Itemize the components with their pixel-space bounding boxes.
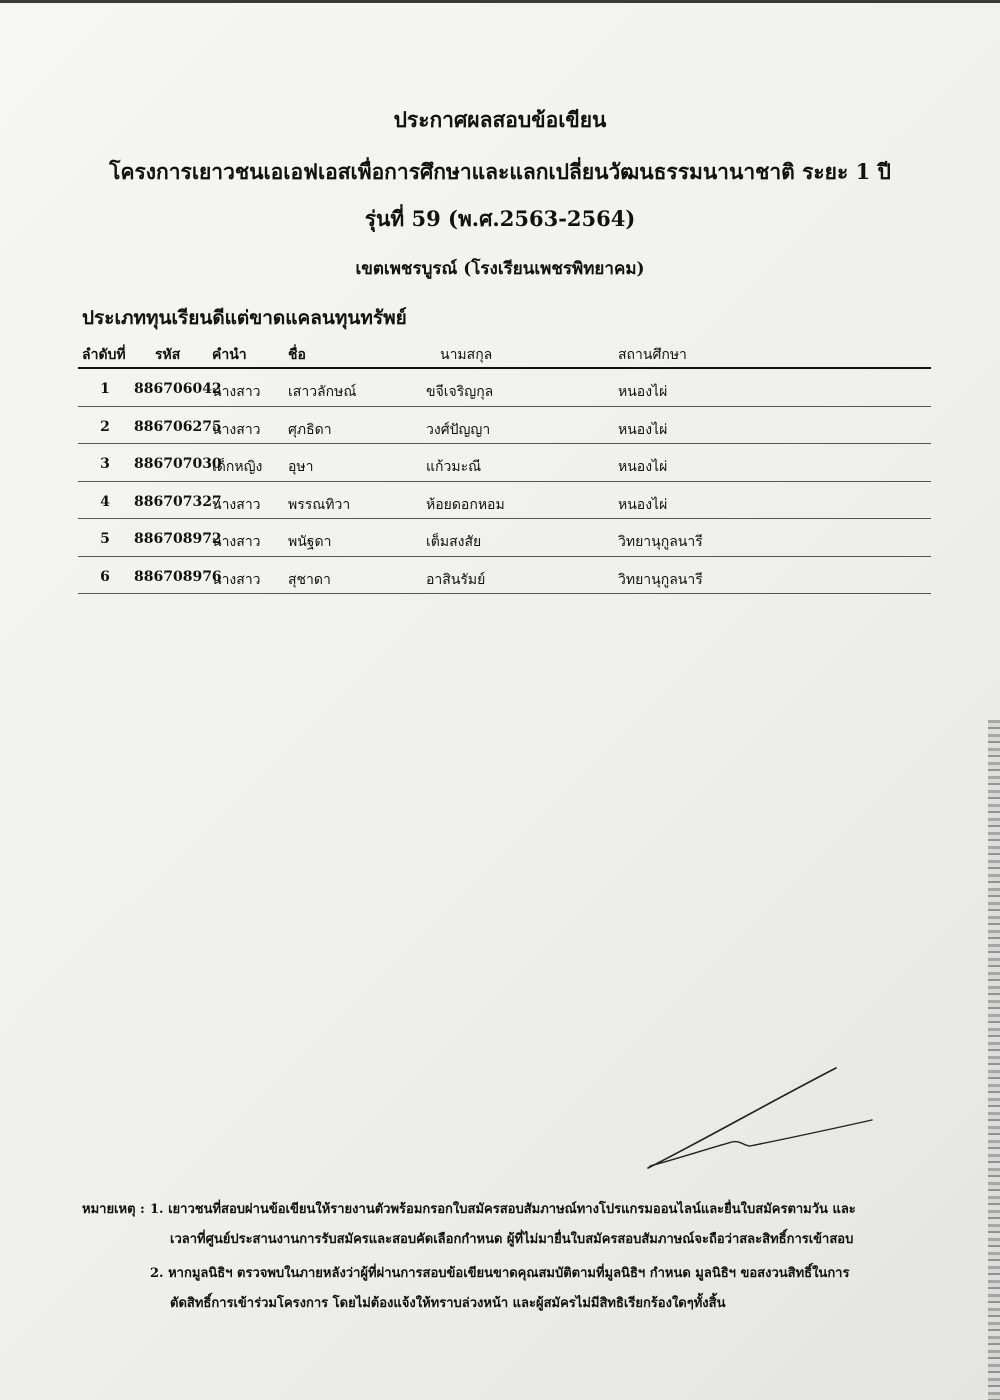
notes-label: หมายเหตุ :: [82, 1202, 145, 1217]
row-name: พรรณทิวา: [288, 496, 351, 513]
header-name: ชื่อ: [288, 347, 306, 363]
row-school: หนองไผ่: [618, 459, 668, 475]
cohort-title: รุ่นที่ 59 (พ.ศ.2563-2564): [364, 206, 636, 231]
row-no: 6: [100, 568, 110, 585]
table-row: [78, 444, 931, 482]
row-surname: อาสินรัมย์: [426, 571, 486, 588]
table-row: [78, 407, 931, 445]
row-surname: ห้อยดอกหอม: [426, 496, 505, 513]
row-school: วิทยานุกูลนารี: [618, 534, 703, 550]
row-code: 886708972: [134, 531, 222, 547]
row-code: 886706042: [134, 381, 222, 397]
row-title: นางสาว: [212, 384, 261, 400]
note-2-line-2: ตัดสิทธิ์การเข้าร่วมโครงการ โดยไม่ต้องแจ้งให้ทราบล่วงหน้า และผู้สมัครไม่มีสิทธิเรียกร้องใดๆทั้งสิ้น: [170, 1296, 726, 1311]
row-title: นางสาว: [212, 421, 261, 438]
row-surname: เต็มสงสัย: [426, 534, 482, 550]
header-school: สถานศึกษา: [618, 347, 687, 363]
row-name: เสาวลักษณ์: [288, 384, 357, 400]
row-title: นางสาว: [212, 534, 261, 550]
header-title: คำนำ: [212, 347, 247, 363]
row-name: พนัฐดา: [288, 534, 332, 550]
table-row: [78, 369, 931, 407]
results-table: [78, 340, 931, 588]
row-title: เด็กหญิง: [212, 459, 263, 475]
scan-right-edge: [988, 720, 1000, 1400]
page-title: ประกาศผลสอบข้อเขียน: [393, 107, 607, 132]
note-1-line-1: 1. เยาวชนที่สอบผ่านข้อเขียนให้รายงานตัวพร้อมกรอกใบสมัครสอบสัมภาษณ์ทางโปรแกรมออนไลน์และยื่นใบสมัครตามวัน และ: [150, 1202, 856, 1217]
table-row: [78, 482, 931, 520]
scan-top-edge: [0, 0, 1000, 3]
note-2-line-1: 2. หากมูลนิธิฯ ตรวจพบในภายหลังว่าผู้ที่ผ่านการสอบข้อเขียนขาดคุณสมบัติตามที่มูลนิธิฯ กำหนด มูลนิธิฯ ขอสงวนสิทธิ์ในการ: [150, 1266, 850, 1281]
header-code: รหัส: [155, 347, 181, 363]
table-header: [78, 340, 931, 368]
row-code: 886707327: [134, 493, 222, 510]
row-surname: ขจีเจริญกุล: [426, 384, 494, 400]
signature: [640, 1062, 880, 1174]
row-school: วิทยานุกูลนารี: [618, 571, 703, 588]
program-title: โครงการเยาวชนเอเอฟเอสเพื่อการศึกษาและแลกเปลี่ยนวัฒนธรรมนานาชาติ ระยะ 1 ปี: [109, 159, 891, 184]
header-no: ลำดับที่: [82, 347, 126, 363]
row-name: สุชาดา: [288, 571, 331, 588]
table-row: [78, 519, 931, 557]
row-school: หนองไผ่: [618, 421, 668, 438]
row-school: หนองไผ่: [618, 496, 668, 513]
header-surname: นามสกุล: [440, 347, 493, 363]
row-name: อุษา: [288, 459, 314, 475]
row-no: 4: [100, 493, 110, 510]
row-code: 886708976: [134, 568, 222, 585]
row-code: 886706275: [134, 418, 222, 435]
row-code: 886707030: [134, 456, 222, 472]
row-surname: แก้วมะณี: [426, 459, 482, 475]
scholarship-category: ประเภททุนเรียนดีแต่ขาดแคลนทุนทรัพย์: [82, 307, 407, 329]
row-no: 2: [100, 418, 110, 435]
row-title: นางสาว: [212, 571, 261, 588]
row-surname: วงศ์ปัญญา: [426, 421, 491, 438]
region-title: เขตเพชรบูรณ์ (โรงเรียนเพชรพิทยาคม): [355, 259, 645, 279]
row-no: 1: [100, 381, 110, 397]
row-no: 3: [100, 456, 110, 472]
row-no: 5: [100, 531, 110, 547]
table-row: [78, 557, 931, 595]
note-1-line-2: เวลาที่ศูนย์ประสานงานการรับสมัครและสอบคัดเลือกกำหนด ผู้ที่ไม่มายื่นใบสมัครสอบสัมภาษณ์จะถือว่าสละสิทธิ์การเข้าสอบ: [170, 1232, 854, 1247]
row-school: หนองไผ่: [618, 384, 668, 400]
row-title: นางสาว: [212, 496, 261, 513]
row-name: ศุภธิดา: [288, 421, 332, 438]
